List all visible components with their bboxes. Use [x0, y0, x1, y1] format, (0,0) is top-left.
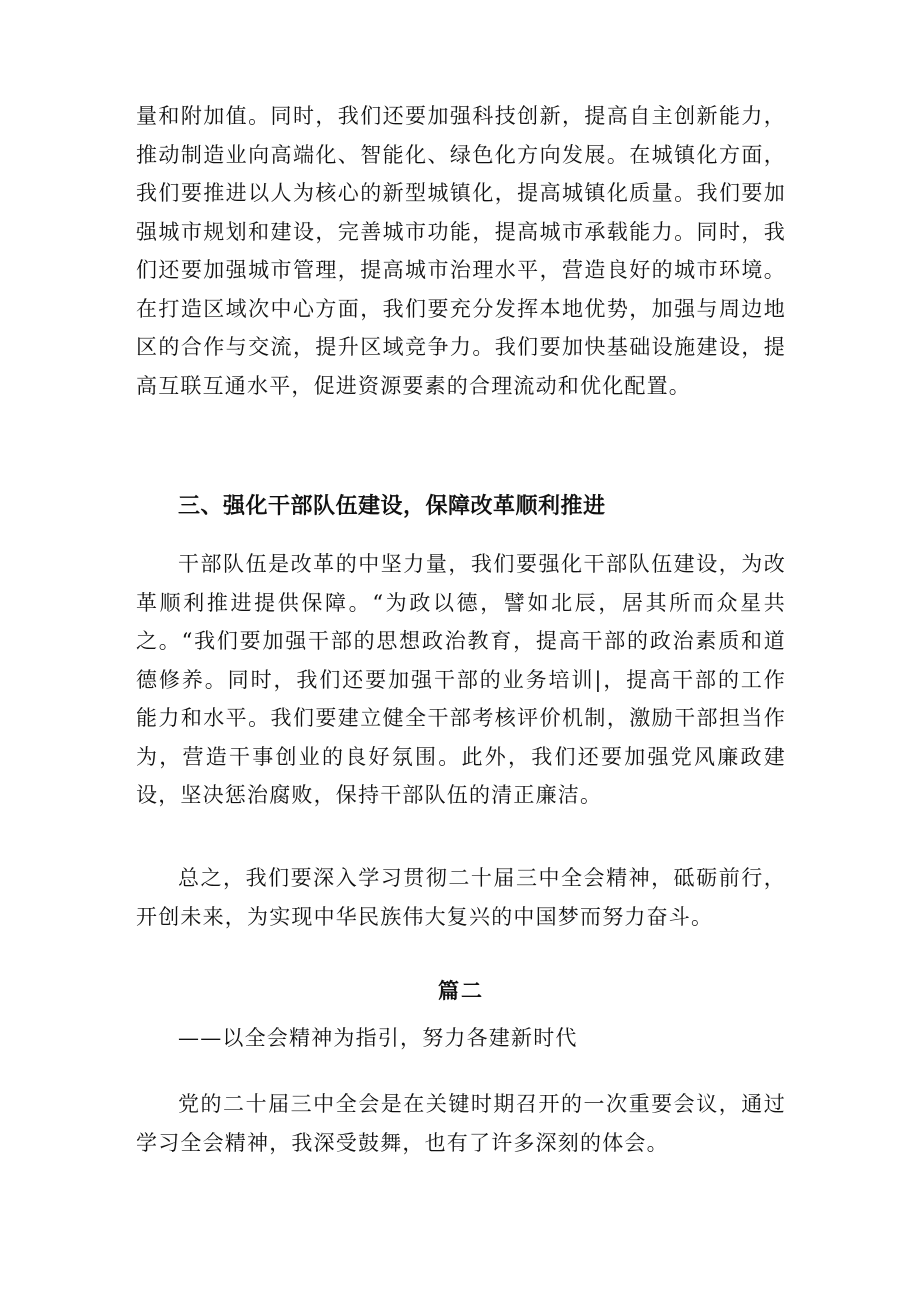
part-subtitle: ——以全会精神为指引，努力各建新时代	[178, 1026, 578, 1050]
paragraph-plenary-intro: 党的二十届三中全会是在关键时期召开的一次重要会议，通过学习全会精神，我深受鼓舞，也有了许多深刻的体会。	[136, 1092, 786, 1155]
paragraph-conclusion: 总之，我们要深入学习贯彻二十届三中全会精神，砥砺前行，开创未来，为实现中华民族伟大复兴的中国梦而努力奋斗。	[136, 866, 786, 929]
part-title: 篇二	[438, 978, 484, 1003]
paragraph-urbanization: 量和附加值。同时，我们还要加强科技创新，提高自主创新能力，推动制造业向高端化、智能化、绿色化方向发展。在城镇化方面，我们要推进以人为核心的新型城镇化，提高城镇化质量。我们要加强城市规划和建设，完善城市功能，提高城市承载能力。同时，我们还要加强城市管理，提高城市治理水平，营造良好的城市环境。在打造区域次中心方面，我们要充分发挥本地优势，加强与周边地区的合作与交流，提升区域竞争力。我们要加快基础设施建设，提高互联互通水平，促进资源要素的合理流动和优化配置。	[136, 104, 786, 398]
paragraph-cadre-team: 干部队伍是改革的中坚力量，我们要强化干部队伍建设，为改革顺利推进提供保障。“为政以德，譬如北辰，居其所而众星共之。“我们要加强干部的思想政治教育，提高干部的政治素质和道德修养。同时，我们还要加强干部的业务培训|，提高干部的工作能力和水平。我们要建立健全干部考核评价机制，激励干部担当作为，营造干事创业的良好氛围。此外，我们还要加强党风廉政建设，坚决惩治腐败，保持干部队伍的清正廉洁。	[136, 552, 786, 807]
section-heading: 三、强化干部队伍建设，保障改革顺利推进	[178, 494, 606, 519]
